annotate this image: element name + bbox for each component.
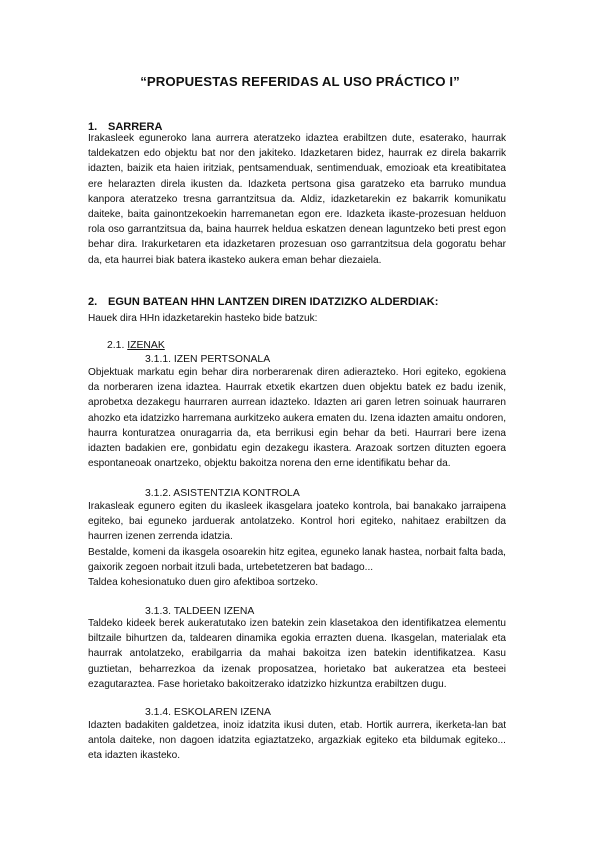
section-title: SARRERA [108,121,163,133]
subsubsection-heading-eskolaren-izena: 3.1.4. ESKOLAREN IZENA [145,707,271,718]
subsubsection-heading-asistentzia: 3.1.2. ASISTENTZIA KONTROLA [145,488,300,499]
paragraph-text: Taldea kohesionatuko duen giro afektiboa sortzeko. [88,577,319,589]
subsubsection-heading-taldeen-izena: 3.1.3. TALDEEN IZENA [145,606,255,617]
paragraph-text: Hauek dira HHn idazketarekin hasteko bide batzuk: [88,313,318,324]
section-heading-alderdiak [88,296,438,308]
paragraph-taldeen-izena [88,616,506,692]
paragraph-text: Idazten badakiten galdetzea, inoiz idatzita ikusi duten, etab. Hortik aurrera, ikerketa-lan bat antola daiteke, non dagoen idatzita egiaztatzeko, argazkiak egiteko eta bildumak egiteko... eta idazten ikasteko. [88,720,506,762]
subsubsection-heading-izen-pertsonala: 3.1.1. IZEN PERTSONALA [145,354,271,365]
paragraph-text: Taldeko kideek berek aukeratutako izen batekin zein klasetakoa den identifikatzea elementu biltzaile bihurtzen da, taldearen dinamika egokia errazten duena. Ikasgelan, materialak eta haurrak antolatzeko, erabilgarria da mahai bakoitza izen batekin identifikatzea. Kasu guztietan, beharrezkoa da izenak proposatzea, horietako bat aukeratzea eta besteei ezagutaraztea. Fase horietako bakoitzerako idatzizko hizkuntza erabiltzen dugu. [88,618,506,690]
paragraph-eskolaren-izena [88,718,506,764]
paragraph-text: Irakasleek eguneroko lana aurrera ateratzeko idaztea erabiltzen dute, esaterako, haurrak taldekatzen edo objektu bat nor den jakiteko. Idazketaren bidez, haurrak ez direla bakarrik idazten, baizik eta haien iritziak, pentsamenduak, sentimenduak, emozioak eta kreatibitatea ere helarazten direla ikusten da. Idazketa pertsona gisa garatzeko eta barruko mundua kanpora ateratzeko tresna garrantzitsua da. Aldiz, idazketarekin ez bakarrik komunikatu daiteke, baita gainontzekoekin harremanetan egon ere. Idazketa ikaste-prozesuan helduon rola oso garrantzitsua da, baina haurrek heldua eskatzen denean laguntzeko beti prest egon behar dira. Irakurketaren eta idazketaren prozesuan oso garrantzitsua dela gogoratu behar da, eta haurrei biak batera ikasteko aukera eman behar diezaiela. [88,133,506,266]
paragraph-text: Objektuak markatu egin behar dira norberarenak diren adierazteko. Hori egiteko, egokiena da norberaren izena idaztea. Haurrak etxetik ekartzen duen objektu batek ez badu izenik, aprobetxa dezakegu haurraren aurrean idazteko. Idazten ari garen letren soinuak haurraren ahozko eta idatzizko harremana aurkitzeko aukera ematen du. Izena idazten amaitu ondoren, haurra konturatzea onuragarria da, eta berrikusi egin behar da beti. Haurrari bere izena idazten badakien ere, gonbidatu egin dezakegu ikastera. Arazoak sortzen dituzten egoera espontaneoak onartzeko, objektu bakoitza norena den erne identifikatu behar da. [88,367,506,470]
subsection-title: IZENAK [127,340,165,351]
section-title: EGUN BATEAN HHN LANTZEN DIREN IDATZIZKO ALDERDIAK: [108,296,439,308]
section-number: 2. [88,296,98,308]
paragraph-intro [88,311,506,326]
subsection-heading-izenak [107,340,165,351]
paragraph-asistentzia [88,499,506,590]
document-title: “PROPUESTAS REFERIDAS AL USO PRÁCTICO I” [140,74,460,89]
section-number: 1. [88,121,98,133]
paragraph-text: Irakasleak egunero egiten du ikasleek ikasgelara joateko kontrola, bai banakako jarraipena egiteko, bai eguneko jarduerak antolatzeko. Kontrol hori egiteko, nahitaez erabiltzen da haurren izenen zerrenda idatzia. [88,501,506,543]
paragraph-text: Bestalde, komeni da ikasgela osoarekin hitz egitea, eguneko lanak hastea, norbait falta bada, gaixorik zegoen norbait itzuli bada, urtebetetzeren bat badago... [88,546,506,573]
subsection-number: 2.1. [107,340,125,351]
paragraph-izen-pertsonala [88,365,506,471]
paragraph-sarrera [88,131,506,268]
